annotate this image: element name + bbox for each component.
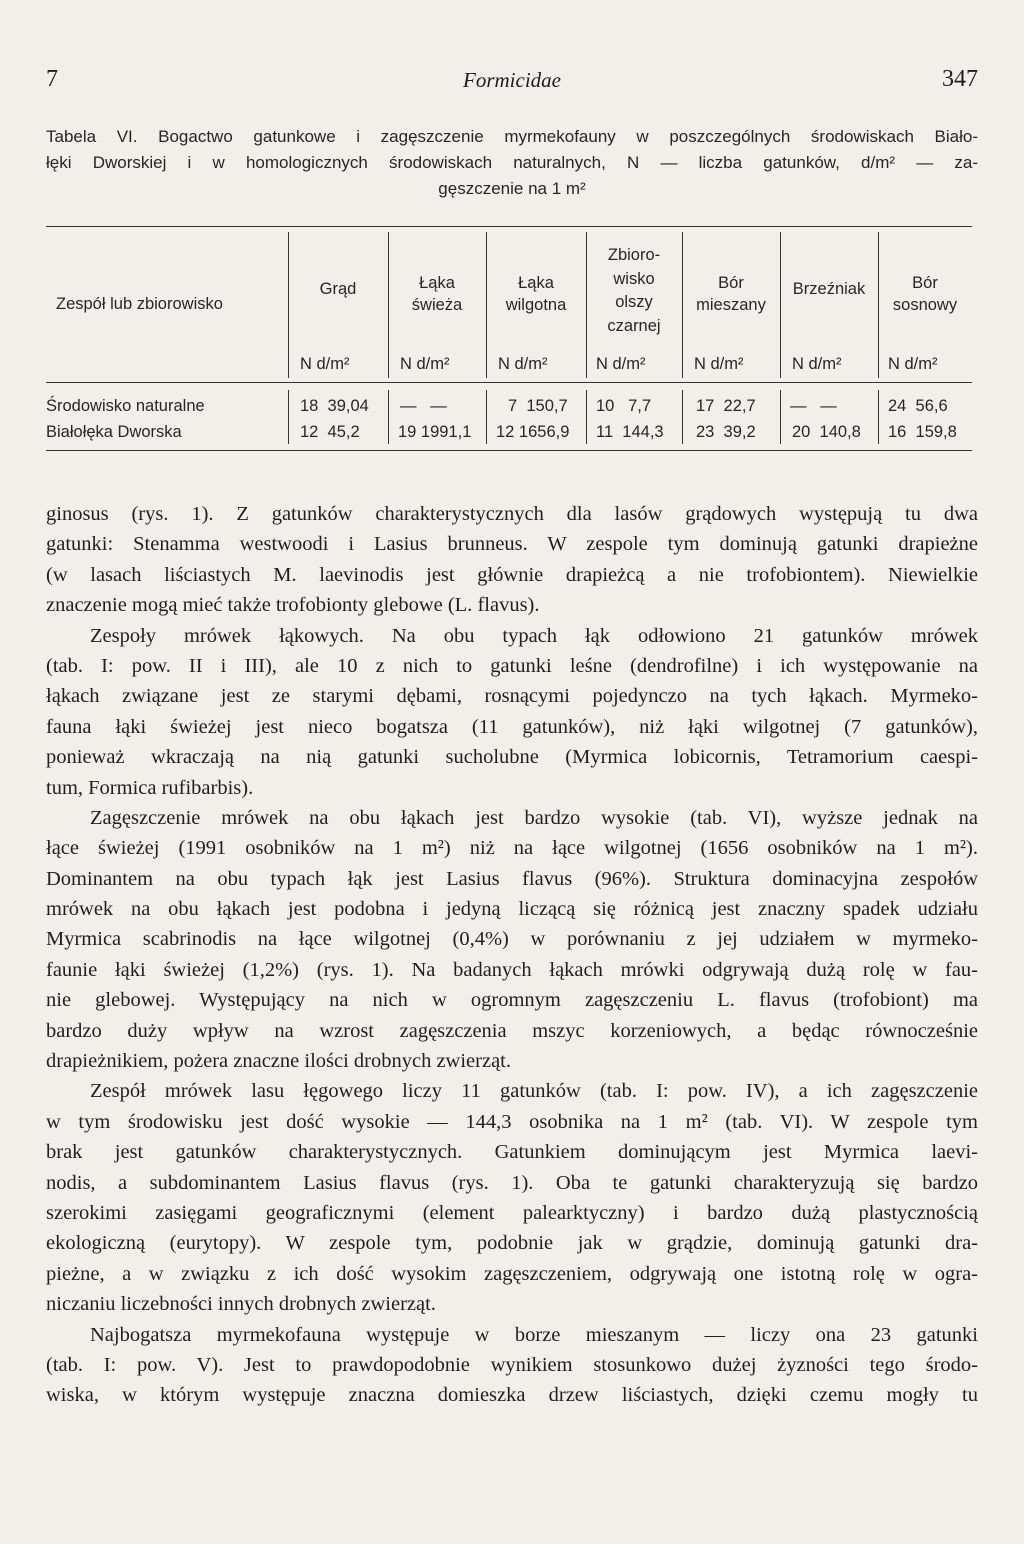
text-line: Myrmica scabrinodis na łące wilgotnej (0,4%) w porównaniu z jej udziałem w myrmeko- — [46, 928, 978, 951]
page-number: 347 — [942, 66, 978, 92]
column-header-line: Łąka — [518, 274, 554, 292]
col-divider — [288, 390, 289, 444]
table-caption — [46, 124, 978, 202]
column-header-line: świeża — [411, 296, 463, 314]
text-line: fauna łąki świeżej jest nieco bogatsza (11 gatunków), niż łąki wilgotnej (7 gatunków), — [46, 715, 978, 738]
running-title: Formicidae — [463, 68, 561, 92]
column-subheader: N d/m² — [888, 355, 938, 373]
column-header — [388, 272, 486, 316]
column-header-line: Zbioro- — [607, 246, 661, 264]
text-line: łąkach związane jest ze starymi dębami, rosnącymi pojedynczo na tych łąkach. Myrmeko- — [46, 685, 978, 708]
text-line: mrówek na obu łąkach jest podobna i jedyną liczącą się różnicą jest znaczny spadek udziału — [46, 898, 978, 921]
column-header — [682, 272, 780, 316]
column-subheader: N d/m² — [400, 355, 450, 373]
table-cell: 11 144,3 — [596, 423, 664, 441]
caption-line: łęki Dworskiej i w homologicznych środowiskach naturalnych, N — liczba gatunków, d/m² — za- — [46, 153, 978, 172]
text-line: gatunki: Stenamma westwoodi i Lasius brunneus. W zespole tym dominują gatunki drapieżne — [46, 533, 978, 556]
text-line: łące świeżej (1991 osobników na 1 m²) niż na łące wilgotnej (1656 osobników na 1 m²). — [46, 837, 978, 860]
table-cell: 12 1656,9 — [496, 423, 570, 441]
text-line: Zespół mrówek lasu łęgowego liczy 11 gatunków (tab. I: pow. IV), a ich zagęszczenie — [90, 1080, 978, 1103]
table-cell: 12 45,2 — [300, 423, 360, 441]
text-line: niczaniu liczebności innych drobnych zwierząt. — [46, 1293, 436, 1316]
table-cell: — — — [790, 397, 837, 415]
text-line: Zagęszczenie mrówek na obu łąkach jest bardzo wysokie (tab. VI), wyższe jednak na — [90, 806, 978, 829]
text-line: szerokimi zasięgami geograficznymi (element palearktyczny) i bardzo dużą plastycznością — [46, 1201, 978, 1224]
column-header-line: wisko — [613, 269, 655, 288]
text-line: wiska, w którym występuje znaczna domieszka drzew liściastych, dzięki czemu mogły tu — [46, 1384, 978, 1407]
column-header — [288, 280, 388, 299]
table-cell: 18 39,04 — [300, 397, 369, 415]
text-line: Zespoły mrówek łąkowych. Na obu typach łąk odłowiono 21 gatunków mrówek — [90, 624, 978, 647]
table-cell: 7 150,7 — [508, 397, 568, 415]
text-line: (w lasach liściastych M. laevinodis jest głównie drapieżcą a nie trofobiontem). Niewielkie — [46, 563, 978, 586]
column-header — [878, 272, 972, 316]
running-header — [46, 66, 978, 98]
data-table — [46, 226, 972, 454]
chapter-number: 7 — [46, 66, 58, 92]
text-line: ponieważ wkraczają na nią gatunki sucholubne (Myrmica lobicornis, Tetramorium caespi- — [46, 746, 978, 769]
text-line: bardzo duży wpływ na wzrost zagęszczenia mszyc korzeniowych, a będąc równocześnie — [46, 1019, 978, 1042]
text-line: brak jest gatunków charakterystycznych. Gatunkiem dominującym jest Myrmica laevi- — [46, 1141, 978, 1164]
text-line: Najbogatsza myrmekofauna występuje w borze mieszanym — liczy ona 23 gatunki — [90, 1323, 978, 1346]
table-cell: 19 1991,1 — [398, 423, 472, 441]
column-header-line: Brzeźniak — [792, 280, 866, 298]
text-line: ekologiczną (eurytopy). W zespole tym, podobnie jak w grądzie, dominują gatunki dra- — [46, 1232, 978, 1255]
table-cell: 10 7,7 — [596, 397, 652, 415]
column-header-line: mieszany — [696, 296, 766, 314]
column-subheader: N d/m² — [498, 355, 548, 373]
row-label: Białołęka Dworska — [46, 423, 182, 441]
table-rule-header — [46, 382, 972, 383]
table-cell: 20 140,8 — [792, 423, 861, 441]
column-subheader: N d/m² — [792, 355, 842, 373]
column-subheader: N d/m² — [300, 355, 350, 373]
table-rule-bottom — [46, 450, 972, 451]
col-divider — [288, 232, 289, 378]
column-header-line: wilgotna — [505, 296, 567, 314]
text-line: (tab. I: pow. II i III), ale 10 z nich to gatunki leśne (dendrofilne) i ich występowanie na — [46, 654, 978, 677]
table-cell: 17 22,7 — [696, 397, 756, 415]
col-divider — [780, 390, 781, 444]
col-divider — [878, 390, 879, 444]
col-divider — [388, 390, 389, 444]
text-line: nodis, a subdominantem Lasius flavus (rys. 1). Oba te gatunki charakteryzują się bardzo — [46, 1171, 978, 1194]
text-line: ginosus (rys. 1). Z gatunków charakterystycznych dla lasów grądowych występują tu dwa — [46, 503, 978, 525]
text-line: drapieżnikiem, pożera znaczne ilości drobnych zwierząt. — [46, 1050, 512, 1073]
table-cell: 24 56,6 — [888, 397, 948, 415]
text-line: w tym środowisku jest dość wysokie — 144,3 osobnika na 1 m² (tab. VI). W zespole tym — [46, 1110, 978, 1133]
column-header-line: czarnej — [607, 316, 661, 335]
table-cell: — — — [400, 397, 447, 415]
row-label: Środowisko naturalne — [46, 397, 205, 415]
column-header-line: Bór — [912, 274, 938, 292]
text-line: znaczenie mogą mieć także trofobionty glebowe (L. flavus). — [46, 594, 540, 617]
column-header — [586, 244, 682, 338]
table-cell: 16 159,8 — [888, 423, 957, 441]
row-header-label: Zespół lub zbiorowisko — [56, 295, 223, 313]
text-line: faunie łąki świeżej (1,2%) (rys. 1). Na badanych łąkach mrówki odgrywają dużą rolę w fau- — [46, 958, 978, 981]
text-line: nie glebowej. Występujący na nich w ogromnym zagęszczeniu L. flavus (trofobiont) ma — [46, 989, 978, 1012]
column-header-line: Bór — [718, 274, 744, 292]
text-line: Dominantem na obu typach łąk jest Lasius flavus (96%). Struktura dominacyjna zespołów — [46, 867, 978, 890]
column-header-line: olszy — [615, 293, 653, 311]
column-header-line: Łąka — [419, 274, 455, 292]
column-header-line: sosnowy — [892, 296, 958, 314]
text-line: pieżne, a w związku z ich dość wysokim zagęszczeniem, odgrywają one istotną rolę w ogra- — [46, 1262, 978, 1285]
caption-line: gęszczenie na 1 m² — [438, 179, 586, 198]
column-header — [486, 272, 586, 316]
col-divider — [682, 390, 683, 444]
text-line: tum, Formica rufibarbis). — [46, 776, 254, 799]
text-line: (tab. I: pow. V). Jest to prawdopodobnie wynikiem stosunkowo dużej żyzności tego środo- — [46, 1353, 978, 1376]
col-divider — [780, 232, 781, 378]
table-cell: 23 39,2 — [696, 423, 756, 441]
column-subheader: N d/m² — [694, 355, 744, 373]
column-subheader: N d/m² — [596, 355, 646, 373]
col-divider — [586, 390, 587, 444]
column-header — [780, 280, 878, 299]
body-text — [46, 499, 978, 1411]
table-rule-top — [46, 226, 972, 227]
column-header-line: Grąd — [319, 280, 357, 298]
caption-line: Tabela VI. Bogactwo gatunkowe i zagęszczenie myrmekofauny w poszczególnych środowiskach Biało- — [46, 127, 978, 146]
col-divider — [486, 390, 487, 444]
